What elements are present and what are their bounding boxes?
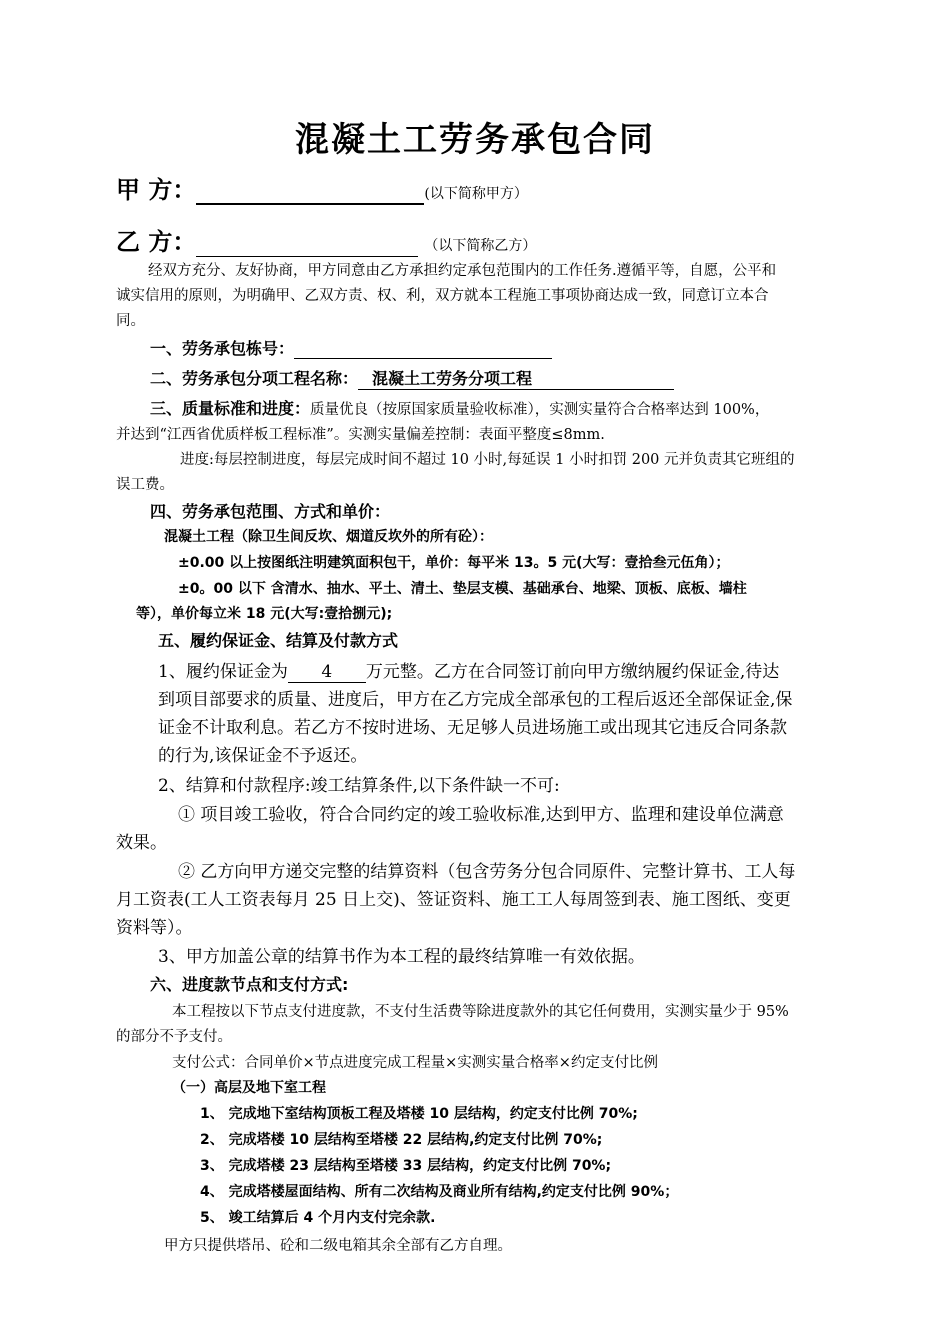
party-a-label: 甲 方： [116, 176, 197, 204]
section-6-footer: 甲方只提供塔吊、砼和二级电箱其余全部有乙方自理。 [164, 1238, 512, 1254]
payment-item-3: 3、 完成塔楼 23 层结构至塔楼 33 层结构，约定支付比例 70%; [200, 1158, 612, 1174]
party-b-row [116, 222, 536, 257]
section-5-p1-line-1 [158, 657, 779, 683]
section-6-line-2: 的部分不予支付。 [116, 1029, 232, 1045]
intro-line-3: 同。 [116, 313, 145, 329]
section-6-heading: 六、进度款节点和支付方式: [150, 975, 349, 994]
section-1-heading: 一、劳务承包栋号： [150, 339, 295, 358]
section-3-line-3: 进度:每层控制进度，每层完成时间不超过 10 小时,每延误 1 小时扣罚 200 元并负责其它班组的 [180, 452, 795, 468]
payment-item-4: 4、 完成塔楼屋面结构、所有二次结构及商业所有结构,约定支付比例 90%； [200, 1184, 679, 1200]
party-a-blank [196, 179, 424, 205]
section-6-line-1: 本工程按以下节点支付进度款，不支付生活费等除进度款外的其它任何费用，实测实量少于 95% [172, 1004, 789, 1020]
condition-1-line-2: 效果。 [116, 833, 167, 853]
section-6-subheading: （一）高层及地下室工程 [172, 1080, 326, 1096]
intro-line-1: 经双方充分、友好协商，甲方同意由乙方承担约定承包范围内的工作任务.遵循平等，自愿，公平和 [148, 263, 777, 279]
section-3-line-2: 并达到“江西省优质样板工程标准”。实测实量偏差控制：表面平整度≤8mm. [116, 427, 605, 443]
section-5-p1-line-2: 到项目部要求的质量、进度后，甲方在乙方完成全部承包的工程后返还全部保证金,保 [158, 690, 793, 710]
section-1-blank [294, 340, 552, 359]
payment-item-1: 1、 完成地下室结构顶板工程及塔楼 10 层结构，约定支付比例 70%; [200, 1106, 638, 1122]
payment-item-5: 5、 竣工结算后 4 个月内支付完余款. [200, 1210, 436, 1226]
condition-2-line-2: 月工资表(工人工资表每月 25 日上交)、签证资料、施工工人每周签到表、施工图纸、变更 [116, 890, 791, 910]
party-a-row [116, 170, 528, 205]
section-4-heading: 四、劳务承包范围、方式和单价： [150, 502, 391, 521]
payment-item-2: 2、 完成塔楼 10 层结构至塔楼 22 层结构,约定支付比例 70%; [200, 1132, 603, 1148]
section-4-line-1: 混凝土工程（除卫生间反坎、烟道反坎外的所有砼）： [164, 529, 493, 545]
section-5-p1-line-3: 证金不计取利息。若乙方不按时进场、无足够人员进场施工或出现其它违反合同条款 [158, 718, 787, 738]
condition-2-line-1: ② 乙方向甲方递交完整的结算资料（包含劳务分包合同原件、完整计算书、工人每 [178, 862, 796, 882]
section-3-heading: 三、质量标准和进度： [150, 399, 311, 418]
section-4-line-2: ±0.00 以上按图纸注明建筑面积包干，单价：每平米 13。5 元(大写：壹拾叁元伍角）； [178, 555, 730, 571]
section-5-heading: 五、履约保证金、结算及付款方式 [158, 631, 399, 650]
section-3-row-1 [150, 396, 769, 419]
party-b-note: （以下简称乙方） [424, 238, 537, 254]
document-title: 混凝土工劳务承包合同 [295, 120, 655, 160]
payment-formula: 支付公式：合同单价×节点进度完成工程量×实测实量合格率×约定支付比例 [172, 1055, 658, 1071]
section-5-p3: 3、甲方加盖公章的结算书作为本工程的最终结算唯一有效依据。 [158, 947, 645, 967]
party-a-note: (以下简称甲方） [424, 186, 528, 202]
section-1 [150, 336, 552, 359]
intro-line-2: 诚实信用的原则，为明确甲、乙双方责、权、利，双方就本工程施工事项协商达成一致，同意订立本合 [116, 288, 769, 304]
section-5-p1-line-4: 的行为,该保证金不予返还。 [158, 746, 368, 766]
section-2 [150, 366, 674, 390]
section-4-line-3: ±0。00 以下 含清水、抽水、平土、清土、垫层支模、基础承台、地梁、顶板、底板、墙柱 [178, 581, 747, 597]
deposit-amount: 4 [288, 662, 366, 683]
section-3-line-1: 质量优良（按原国家质量验收标准），实测实量符合合格率达到 100%， [310, 402, 770, 418]
section-5-p2: 2、结算和付款程序:竣工结算条件,以下条件缺一不可: [158, 776, 560, 796]
section-2-heading: 二、劳务承包分项工程名称： [150, 369, 359, 388]
section-4-line-4: 等），单价每立米 18 元(大写:壹拾捌元); [136, 606, 393, 622]
condition-2-line-3: 资料等）。 [116, 918, 193, 938]
deposit-prefix: 1、履约保证金为 [158, 662, 288, 682]
party-b-blank [196, 232, 418, 257]
party-b-label: 乙 方： [116, 228, 197, 256]
deposit-suffix: 万元整。乙方在合同签订前向甲方缴纳履约保证金,待达 [365, 662, 780, 682]
section-3-line-4: 误工费。 [116, 477, 174, 493]
section-2-value: 混凝土工劳务分项工程 [358, 366, 674, 390]
condition-1-line-1: ① 项目竣工验收，符合合同约定的竣工验收标准,达到甲方、监理和建设单位满意 [178, 805, 784, 825]
